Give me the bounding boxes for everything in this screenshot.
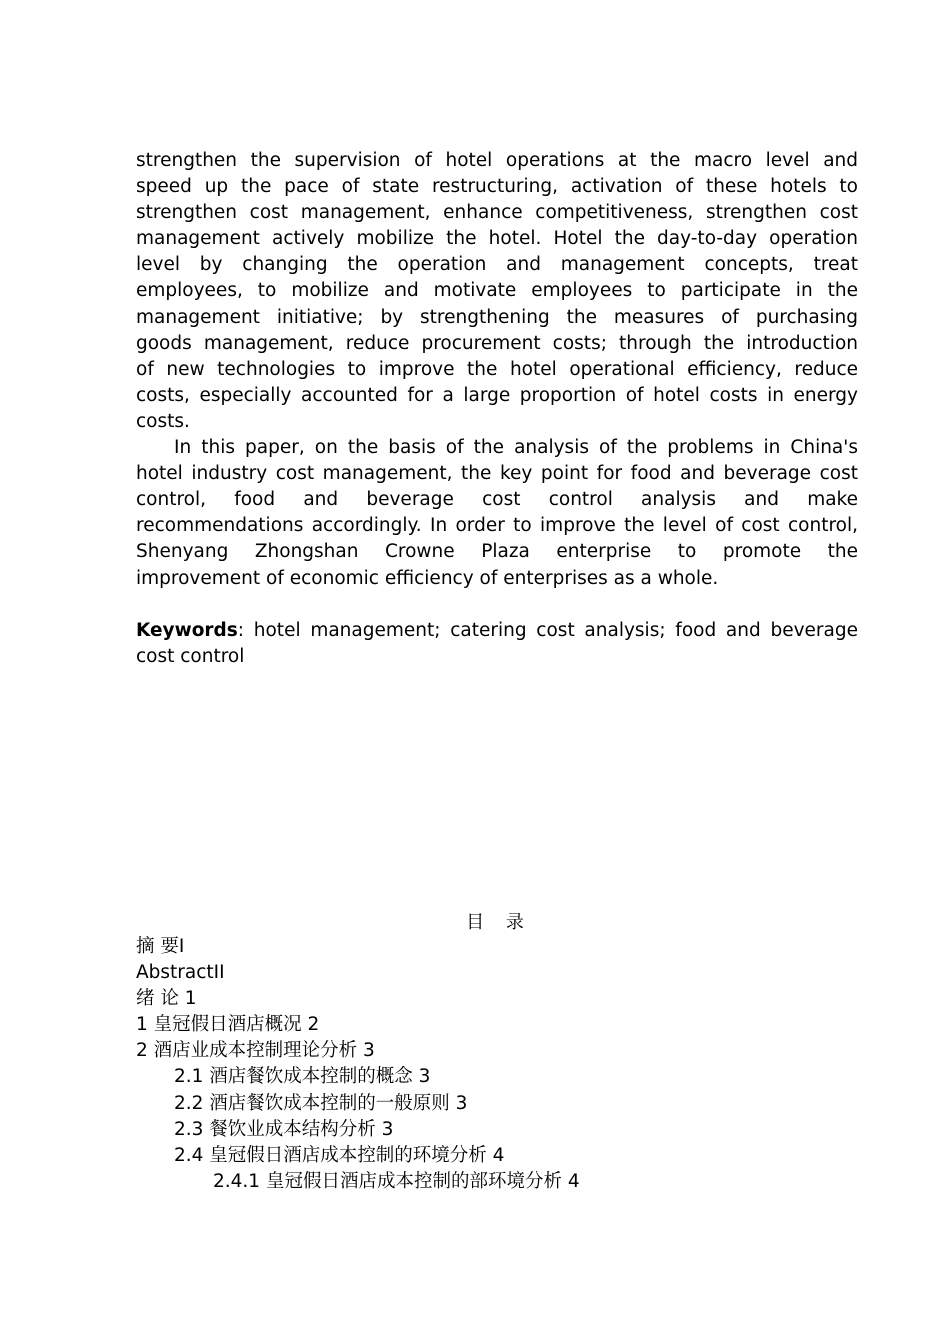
text-line: goods management, reduce procurement costs; through the introduction: [136, 332, 858, 354]
text-line: Shenyang Zhongshan Crowne Plaza enterprise to promote the: [136, 541, 858, 563]
abstract-paragraph-1: [136, 148, 858, 435]
toc-entry[interactable]: 2.4.1 皇冠假日酒店成本控制的部环境分析 4: [213, 1170, 580, 1192]
toc-entry[interactable]: 2.1 酒店餐饮成本控制的概念 3: [174, 1066, 431, 1088]
text-line: management actively mobilize the hotel. Hotel the day-to-day operation: [136, 228, 858, 250]
keywords-line: [136, 618, 858, 644]
toc-entry[interactable]: 摘 要Ⅰ: [136, 936, 185, 957]
keywords-label: Keywords: [136, 619, 238, 641]
text-line: level by changing the operation and management concepts, treat: [136, 254, 858, 276]
toc-entry[interactable]: 2.4 皇冠假日酒店成本控制的环境分析 4: [174, 1144, 505, 1166]
text-line: of new technologies to improve the hotel operational efficiency, reduce: [136, 358, 858, 380]
toc-entry[interactable]: AbstractII: [136, 962, 225, 984]
text-line: strengthen cost management, enhance competitiveness, strengthen cost: [136, 202, 858, 224]
text-line: costs.: [136, 410, 190, 432]
toc-entry[interactable]: 2 酒店业成本控制理论分析 3: [136, 1040, 375, 1062]
text-line: management initiative; by strengthening the measures of purchasing: [136, 306, 858, 328]
text-line: improvement of economic efficiency of enterprises as a whole.: [136, 567, 719, 589]
toc-entry[interactable]: 绪 论 1: [136, 988, 197, 1010]
toc-entry[interactable]: 1 皇冠假日酒店概况 2: [136, 1014, 320, 1036]
table-of-contents: [136, 934, 580, 1195]
toc-title: 目 录: [466, 912, 532, 933]
text-line: strengthen the supervision of hotel operations at the macro level and: [136, 150, 858, 171]
text-line: recommendations accordingly. In order to improve the level of cost control,: [136, 515, 858, 537]
text-line: employees, to mobilize and motivate employees to participate in the: [136, 280, 858, 302]
abstract-paragraph-2: [136, 435, 858, 592]
text-line: In this paper, on the basis of the analysis of the problems in China's: [174, 437, 858, 459]
toc-entry[interactable]: 2.2 酒店餐饮成本控制的一般原则 3: [174, 1092, 468, 1114]
text-line: control, food and beverage cost control analysis and make: [136, 489, 858, 511]
keywords-line-2: cost control: [136, 645, 245, 667]
text-line: hotel industry cost management, the key point for food and beverage cost: [136, 463, 858, 485]
toc-entry[interactable]: 2.3 餐饮业成本结构分析 3: [174, 1118, 394, 1140]
keywords-text: : hotel management; catering cost analysis; food and beverage: [237, 619, 858, 641]
abstract-body: [136, 148, 858, 670]
text-line: costs, especially accounted for a large proportion of hotel costs in energy: [136, 384, 858, 406]
text-line: speed up the pace of state restructuring, activation of these hotels to: [136, 176, 858, 198]
